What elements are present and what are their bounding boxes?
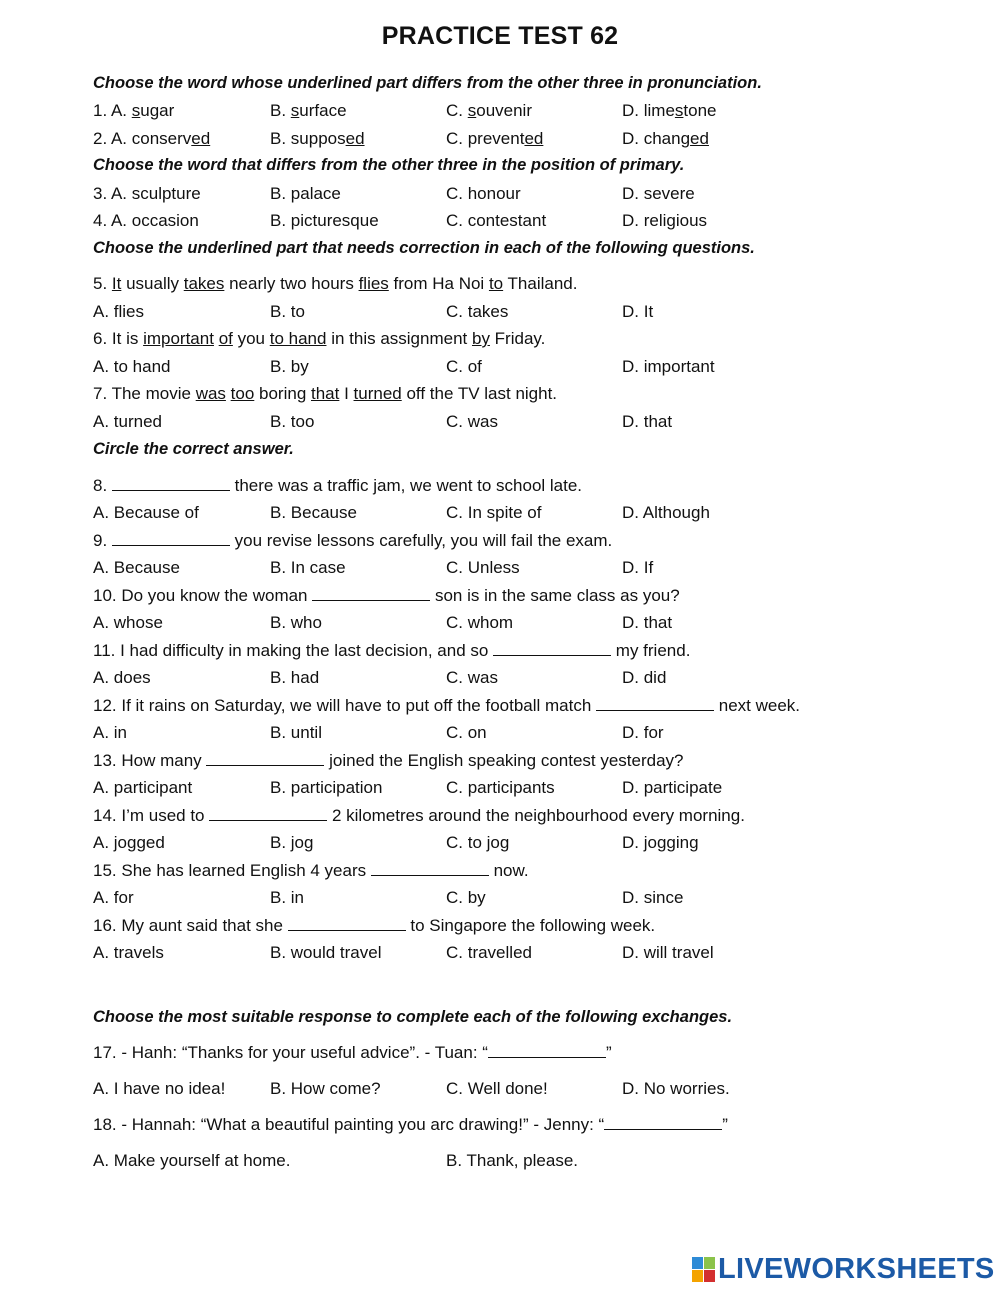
- q5-text: nearly two hours: [224, 274, 359, 293]
- q2-option-c[interactable]: [446, 129, 543, 149]
- q5-underline-3: flies: [358, 274, 389, 293]
- q3-option-a[interactable]: 3. A. sculpture: [93, 184, 201, 203]
- q1-option-b[interactable]: [270, 101, 347, 121]
- q11-option-c[interactable]: C. was: [446, 668, 498, 687]
- q4-option-b[interactable]: B. picturesque: [270, 211, 379, 230]
- q7-option-a[interactable]: A. turned: [93, 412, 162, 431]
- q15-stem: [93, 861, 529, 881]
- q1-a-underlined: s: [131, 101, 141, 120]
- q13-option-a[interactable]: A. participant: [93, 778, 193, 797]
- q3-option-c[interactable]: C. honour: [446, 184, 521, 203]
- q6-option-c[interactable]: C. of: [446, 357, 482, 376]
- q16-text: to Singapore the following week.: [405, 916, 656, 935]
- q8-stem: [93, 476, 582, 496]
- q8-option-a[interactable]: A. Because of: [93, 503, 199, 522]
- q8-option-b[interactable]: B. Because: [270, 503, 357, 522]
- q14-option-c[interactable]: C. to jog: [446, 833, 510, 852]
- q6-option-d[interactable]: D. important: [622, 357, 715, 376]
- q7-underline-1: was: [195, 384, 226, 403]
- instruction-correction: Choose the underlined part that needs correction in each of the following questions.: [93, 239, 755, 257]
- q8-blank[interactable]: [112, 476, 230, 491]
- q15-text: now.: [488, 861, 529, 880]
- q2-a-underlined: ed: [191, 129, 211, 148]
- q17-option-d[interactable]: D. No worries.: [622, 1079, 730, 1098]
- q5-option-a[interactable]: A. flies: [93, 302, 145, 321]
- q17-text: 17. - Hanh: “Thanks for your useful advice”. - Tuan: “: [93, 1043, 488, 1062]
- q7-underline-3: that: [311, 384, 340, 403]
- q5-option-b[interactable]: B. to: [270, 302, 305, 321]
- q12-text: 12. If it rains on Saturday, we will have to put off the football match: [93, 696, 597, 715]
- q18-stem: [93, 1115, 728, 1135]
- q16-text: 16. My aunt said that she: [93, 916, 288, 935]
- q4-option-d[interactable]: D. religious: [622, 211, 708, 230]
- q14-option-b[interactable]: B. jog: [270, 833, 314, 852]
- q10-option-a[interactable]: A. whose: [93, 613, 163, 632]
- instruction-circle: Circle the correct answer.: [93, 440, 294, 458]
- q12-text: next week.: [714, 696, 801, 715]
- q9-text: 9.: [93, 531, 112, 550]
- q9-option-a[interactable]: A. Because: [93, 558, 180, 577]
- q15-blank[interactable]: [371, 861, 489, 876]
- q8-text: there was a traffic jam, we went to school late.: [229, 476, 583, 495]
- q13-option-c[interactable]: C. participants: [446, 778, 555, 797]
- q14-stem: [93, 806, 745, 826]
- q9-blank[interactable]: [112, 531, 230, 546]
- q12-option-a[interactable]: A. in: [93, 723, 128, 742]
- q2-option-b[interactable]: [270, 129, 365, 149]
- q1-c-pre: C.: [446, 101, 468, 120]
- q12-option-c[interactable]: C. on: [446, 723, 487, 742]
- q6-stem: [93, 329, 545, 349]
- q16-option-d[interactable]: D. will travel: [622, 943, 714, 962]
- q2-option-d[interactable]: [622, 129, 709, 149]
- q1-option-c[interactable]: [446, 101, 532, 121]
- q7-text: I: [339, 384, 354, 403]
- q5-option-c[interactable]: C. takes: [446, 302, 509, 321]
- q5-stem: [93, 274, 577, 294]
- q1-a-pre: 1. A.: [93, 101, 132, 120]
- q1-d-post: tone: [683, 101, 717, 120]
- page-title: PRACTICE TEST 62: [381, 22, 619, 50]
- q9-stem: [93, 531, 612, 551]
- q1-c-underlined: s: [467, 101, 477, 120]
- q7-text: 7. The movie: [93, 384, 196, 403]
- q1-b-post: urface: [299, 101, 347, 120]
- q7-option-b[interactable]: B. too: [270, 412, 315, 431]
- q15-text: 15. She has learned English 4 years: [93, 861, 371, 880]
- q1-option-d[interactable]: [622, 101, 717, 121]
- q5-text: 5.: [93, 274, 112, 293]
- q7-text: boring: [254, 384, 311, 403]
- q6-underline-1: important: [143, 329, 214, 348]
- q14-text: 14. I’m used to: [93, 806, 210, 825]
- q12-option-d[interactable]: D. for: [622, 723, 664, 742]
- q8-text: 8.: [93, 476, 112, 495]
- q10-option-c[interactable]: C. whom: [446, 613, 514, 632]
- q5-underline-1: It: [111, 274, 122, 293]
- q10-text: son is in the same class as you?: [430, 586, 680, 605]
- q7-underline-4: turned: [353, 384, 402, 403]
- q3-option-b[interactable]: B. palace: [270, 184, 341, 203]
- q9-text: you revise lessons carefully, you will fail the exam.: [229, 531, 613, 550]
- q6-text: you: [232, 329, 270, 348]
- q12-option-b[interactable]: B. until: [270, 723, 322, 742]
- q10-option-d[interactable]: D. that: [622, 613, 673, 632]
- q17-option-a[interactable]: A. I have no idea!: [93, 1079, 226, 1098]
- q16-option-c[interactable]: C. travelled: [446, 943, 532, 962]
- q2-d-underlined: ed: [690, 129, 709, 148]
- q13-option-b[interactable]: B. participation: [270, 778, 383, 797]
- q5-underline-2: takes: [183, 274, 225, 293]
- logo-text: LIVEWORKSHEETS: [718, 1252, 995, 1285]
- q6-underline-4: by: [471, 329, 490, 348]
- q15-option-c[interactable]: C. by: [446, 888, 486, 907]
- instruction-pronunciation: Choose the word whose underlined part differs from the other three in pronunciation.: [93, 74, 762, 92]
- q17-stem: [93, 1043, 612, 1063]
- q10-blank[interactable]: [312, 586, 430, 601]
- q14-option-a[interactable]: A. jogged: [93, 833, 165, 852]
- q15-option-a[interactable]: A. for: [93, 888, 134, 907]
- q8-option-c[interactable]: C. In spite of: [446, 503, 542, 522]
- q11-text: my friend.: [611, 641, 691, 660]
- q18-blank[interactable]: [604, 1115, 722, 1130]
- q17-text: ”: [605, 1043, 612, 1062]
- q10-option-b[interactable]: B. who: [270, 613, 322, 632]
- q2-d-pre: D. chang: [622, 129, 691, 148]
- q11-text: 11. I had difficulty in making the last decision, and so: [93, 641, 494, 660]
- q9-option-c[interactable]: C. Unless: [446, 558, 520, 577]
- q13-stem: [93, 751, 684, 771]
- q4-option-c[interactable]: C. contestant: [446, 211, 547, 230]
- q11-option-b[interactable]: B. had: [270, 668, 320, 687]
- q9-option-b[interactable]: B. In case: [270, 558, 346, 577]
- q11-stem: [93, 641, 690, 661]
- logo-mark-icon: [692, 1257, 714, 1281]
- q7-option-d[interactable]: D. that: [622, 412, 673, 431]
- q14-blank[interactable]: [209, 806, 327, 821]
- q4-option-a[interactable]: 4. A. occasion: [93, 211, 199, 230]
- q18-text: ”: [722, 1115, 728, 1134]
- q5-text: usually: [121, 274, 184, 293]
- q11-option-d[interactable]: D. did: [622, 668, 667, 687]
- q7-option-c[interactable]: C. was: [446, 412, 498, 431]
- q7-stem: [93, 384, 557, 404]
- q6-text: Friday.: [489, 329, 546, 348]
- q14-text: 2 kilometres around the neighbourhood every morning.: [327, 806, 745, 825]
- q1-c-post: ouvenir: [476, 101, 532, 120]
- q2-c-underlined: ed: [524, 129, 544, 148]
- q15-option-b[interactable]: B. in: [270, 888, 305, 907]
- q13-text: 13. How many: [93, 751, 207, 770]
- q2-a-pre: 2. A. conserv: [93, 129, 192, 148]
- q16-stem: [93, 916, 655, 936]
- q6-underline-3: to hand: [269, 329, 327, 348]
- q6-underline-2: of: [218, 329, 233, 348]
- q18-text: 18. - Hannah: “What a beautiful painting you arc drawing!” - Jenny: “: [93, 1115, 605, 1134]
- q5-text: from Ha Noi: [388, 274, 489, 293]
- q1-option-a[interactable]: [93, 101, 174, 121]
- q9-option-d[interactable]: D. If: [622, 558, 654, 577]
- q13-text: joined the English speaking contest yesterday?: [324, 751, 684, 770]
- q2-option-a[interactable]: [93, 129, 210, 149]
- q10-text: 10. Do you know the woman: [93, 586, 313, 605]
- q5-option-d[interactable]: D. It: [622, 302, 654, 321]
- q11-blank[interactable]: [493, 641, 611, 656]
- q18-option-a[interactable]: A. Make yourself at home.: [93, 1151, 291, 1170]
- q5-underline-4: to: [488, 274, 504, 293]
- liveworksheets-logo: [692, 1254, 995, 1284]
- q18-option-b[interactable]: B. Thank, please.: [446, 1151, 578, 1170]
- q14-option-d[interactable]: D. jogging: [622, 833, 699, 852]
- q17-blank[interactable]: [488, 1043, 606, 1058]
- q6-text: 6. It is: [93, 329, 144, 348]
- q1-b-underlined: s: [290, 101, 300, 120]
- q15-option-d[interactable]: D. since: [622, 888, 684, 907]
- q10-stem: [93, 586, 680, 606]
- q2-b-pre: B. suppos: [270, 129, 346, 148]
- q1-d-underlined: s: [674, 101, 684, 120]
- q13-option-d[interactable]: D. participate: [622, 778, 723, 797]
- q7-underline-2: too: [230, 384, 255, 403]
- q2-b-underlined: ed: [345, 129, 365, 148]
- q1-d-pre: D. lime: [622, 101, 675, 120]
- q6-option-a[interactable]: A. to hand: [93, 357, 171, 376]
- q11-option-a[interactable]: A. does: [93, 668, 151, 687]
- q12-blank[interactable]: [596, 696, 714, 711]
- q1-a-post: ugar: [140, 101, 175, 120]
- q17-option-b[interactable]: B. How come?: [270, 1079, 381, 1098]
- q16-option-b[interactable]: B. would travel: [270, 943, 382, 962]
- q2-c-pre: C. prevent: [446, 129, 525, 148]
- instruction-exchanges: Choose the most suitable response to complete each of the following exchanges.: [93, 1008, 733, 1026]
- q16-blank[interactable]: [288, 916, 406, 931]
- q7-text: off the TV last night.: [401, 384, 558, 403]
- q17-option-c[interactable]: C. Well done!: [446, 1079, 548, 1098]
- q6-option-b[interactable]: B. by: [270, 357, 309, 376]
- q16-option-a[interactable]: A. travels: [93, 943, 164, 962]
- q3-option-d[interactable]: D. severe: [622, 184, 695, 203]
- q13-blank[interactable]: [206, 751, 324, 766]
- q8-option-d[interactable]: D. Although: [622, 503, 710, 522]
- q6-text: in this assignment: [326, 329, 472, 348]
- q5-text: Thailand.: [503, 274, 578, 293]
- q1-b-pre: B.: [270, 101, 291, 120]
- instruction-stress: Choose the word that differs from the other three in the position of primary.: [93, 156, 685, 174]
- q12-stem: [93, 696, 800, 716]
